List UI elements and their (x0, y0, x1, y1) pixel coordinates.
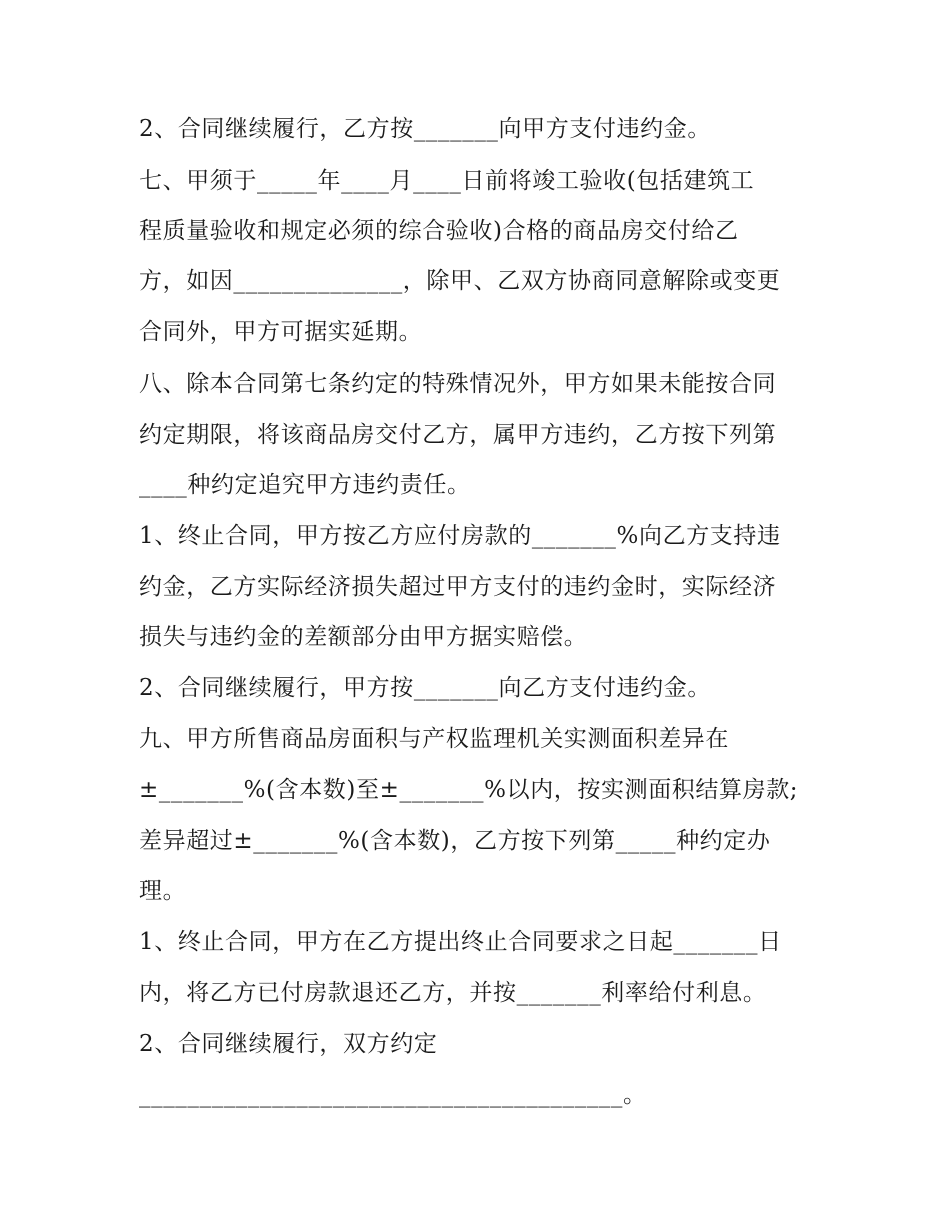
text-line: ____种约定追究甲方违约责任。 (139, 472, 471, 498)
text-line: 2、合同继续履行，甲方按_______向乙方支付违约金。 (139, 675, 711, 701)
text-line: 合同外，甲方可据实延期。 (139, 319, 423, 345)
text-line: ±_______%(含本数)至±_______%以内，按实测面积结算房款; (139, 777, 799, 803)
text-line: 2、合同继续履行，双方约定 (139, 1031, 438, 1057)
text-line: 2、合同继续履行，乙方按_______向甲方支付违约金。 (139, 116, 711, 142)
text-line: ________________________________________。 (139, 1082, 647, 1108)
text-line: 1、终止合同，甲方按乙方应付房款的_______%向乙方支持违 (139, 523, 781, 549)
text-line: 八、除本合同第七条约定的特殊情况外，甲方如果未能按合同 (139, 371, 777, 397)
text-line: 方，如因______________，除甲、乙双方协商同意解除或变更 (139, 268, 781, 294)
text-line: 理。 (139, 878, 187, 904)
text-line: 九、甲方所售商品房面积与产权监理机关实测面积差异在 (139, 726, 729, 752)
text-line: 七、甲须于_____年____月____日前将竣工验收(包括建筑工 (139, 168, 755, 194)
text-line: 内，将乙方已付房款退还乙方，并按_______利率给付利息。 (139, 980, 767, 1006)
text-line: 约定期限，将该商品房交付乙方，属甲方违约，乙方按下列第 (139, 422, 777, 448)
text-line: 1、终止合同，甲方在乙方提出终止合同要求之日起_______日 (139, 929, 782, 955)
text-line: 损失与违约金的差额部分由甲方据实赔偿。 (139, 624, 588, 650)
text-line: 约金，乙方实际经济损失超过甲方支付的违约金时，实际经济 (139, 574, 777, 600)
text-line: 程质量验收和规定必须的综合验收)合格的商品房交付给乙 (139, 218, 739, 244)
text-line: 差异超过±_______%(含本数)，乙方按下列第_____种约定办 (139, 828, 771, 854)
